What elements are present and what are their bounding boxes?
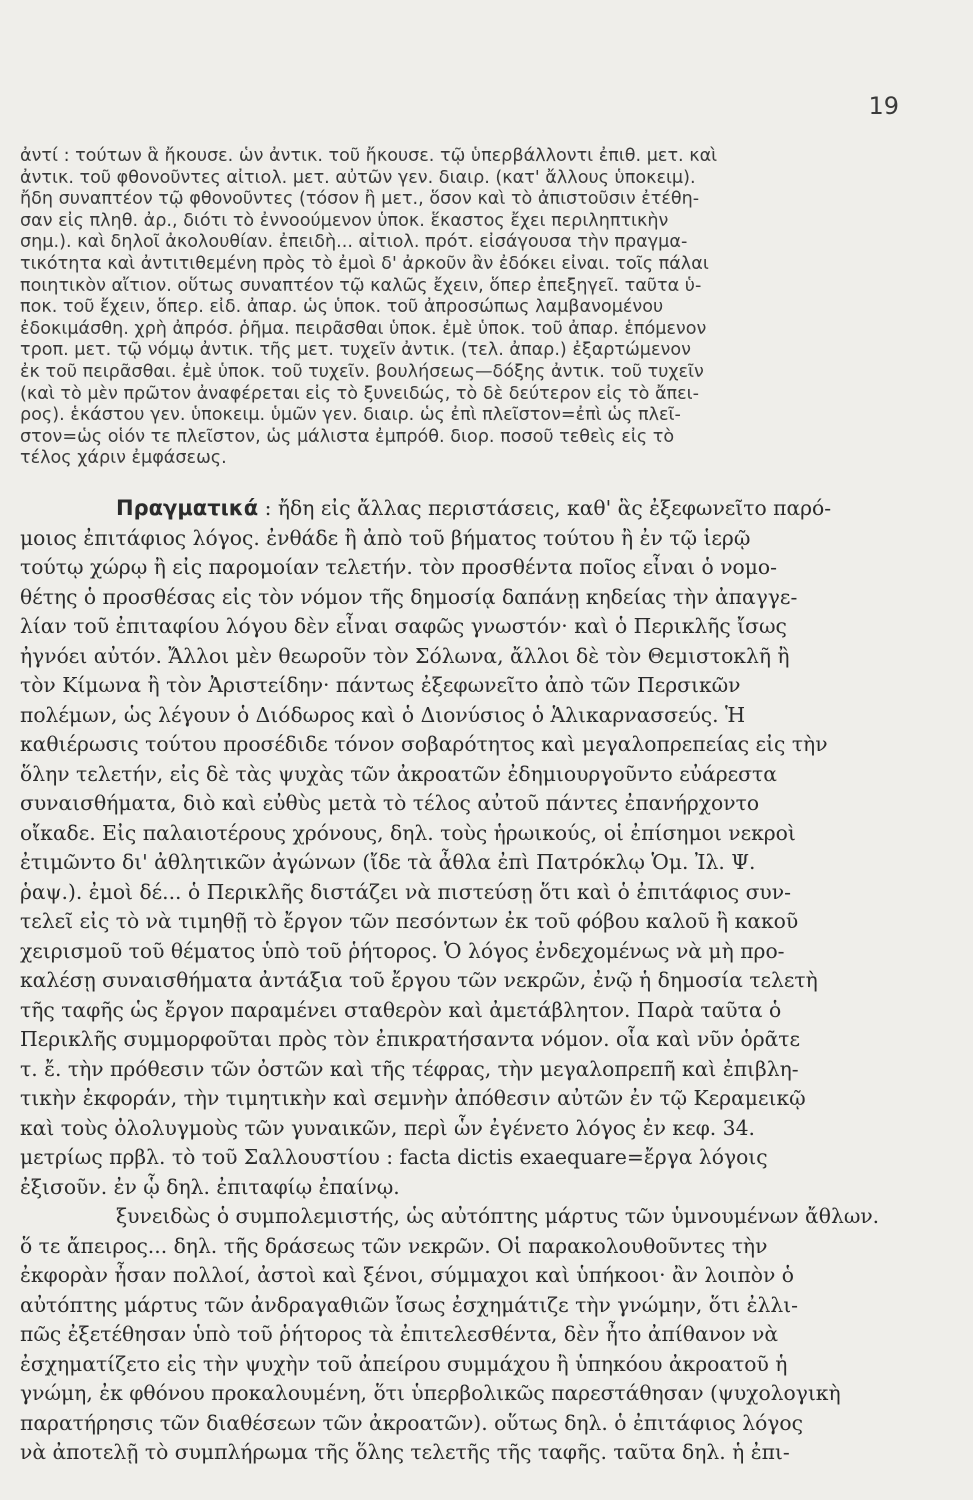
commentary-line: νὰ ἀποτελῇ τὸ συμπλήρωμα τῆς ὅλης τελετῆς τῆς ταφῆς. ταῦτα δηλ. ἡ ἐπι- [20, 1440, 790, 1464]
commentary-line: τ. ἔ. τὴν πρόθεσιν τῶν ὀστῶν καὶ τῆς τέφρας, τὴν μεγαλοπρεπῆ καὶ ἐπιβλη- [20, 1056, 799, 1081]
note-line: ἀντικ. τοῦ φθονοῦντες αἰτιολ. μετ. αὐτῶν γεν. διαιρ. (κατ' ἄλλους ὑποκειμ). [20, 167, 696, 188]
commentary-paragraph-start: ξυνειδὼς ὁ συμπολεμιστής, ὡς αὐτόπτης μάρτυς τῶν ὑμνουμένων ἄθλων. [116, 1204, 880, 1228]
note-line: σημ.). καὶ δηλοῖ ἀκολουθίαν. ἐπειδὴ... αἰτιολ. πρότ. εἰσάγουσα τὴν πραγμα- [20, 232, 688, 253]
note-line: στον=ὡς οἷόν τε πλεῖστον, ὡς μάλιστα ἐμπρόθ. διορ. ποσοῦ τεθεὶς εἰς τὸ [20, 426, 675, 447]
commentary-line: συναισθήματα, διὸ καὶ εὐθὺς μετὰ τὸ τέλος αὐτοῦ πάντες ἐπανήρχοντο [20, 791, 760, 815]
commentary-line: καθιέρωσις τούτου προσέδιδε τόνον σοβαρότητος καὶ μεγαλοπρεπείας εἰς τὴν [20, 732, 828, 756]
commentary-line: τῆς ταφῆς ὡς ἔργον παραμένει σταθερὸν καὶ ἀμετάβλητον. Παρὰ ταῦτα ὁ [20, 997, 782, 1022]
commentary-line: ἐξισοῦν. ἐν ᾧ δηλ. ἐπιταφίῳ ἐπαίνῳ. [20, 1174, 400, 1199]
commentary-line: ἠγνόει αὐτόν. Ἄλλοι μὲν θεωροῦν τὸν Σόλωνα, ἄλλοι δὲ τὸν Θεμιστοκλῆ ἢ [20, 643, 790, 668]
commentary-line: ῥαψ.). ἐμοὶ δέ... ὁ Περικλῆς διστάζει νὰ πιστεύσῃ ὅτι καὶ ὁ ἐπιτάφιος συν- [20, 879, 791, 904]
note-line: (καὶ τὸ μὲν πρῶτον ἀναφέρεται εἰς τὸ ξυνειδώς, τὸ δὲ δεύτερον εἰς τὸ ἄπει- [20, 383, 699, 404]
note-line: ἀντί : τούτων ἃ ἤκουσε. ὧν ἀντικ. τοῦ ἤκουσε. τῷ ὑπερβάλλοντι ἐπιθ. μετ. καὶ [20, 146, 718, 166]
commentary-line: τικὴν ἐκφοράν, τὴν τιμητικὴν καὶ σεμνὴν ἀπόθεσιν αὐτῶν ἐν τῷ Κεραμεικῷ [20, 1086, 806, 1110]
commentary-line: λίαν τοῦ ἐπιταφίου λόγου δὲν εἶναι σαφῶς γνωστόν· καὶ ὁ Περικλῆς ἴσως [20, 614, 787, 638]
commentary-line: πῶς ἐξετέθησαν ὑπὸ τοῦ ῥήτορος τὰ ἐπιτελεσθέντα, δὲν ἦτο ἀπίθανον νὰ [20, 1322, 779, 1346]
commentary-line: ὅλην τελετήν, εἰς δὲ τὰς ψυχὰς τῶν ἀκροατῶν ἐδημιουργοῦντο εὐάρεστα [20, 761, 777, 786]
commentary-line: παρατήρησις τῶν διαθέσεων τῶν ἀκροατῶν). οὕτως δηλ. ὁ ἐπιτάφιος λόγος [20, 1410, 803, 1435]
commentary-line: τὸν Κίμωνα ἢ τὸν Ἀριστείδην· πάντως ἐξεφωνεῖτο ἀπὸ τῶν Περσικῶν [20, 673, 741, 697]
note-line: ἤδη συναπτέον τῷ φθονοῦντες (τόσον ἢ μετ., ὅσον καὶ τὸ ἀπιστοῦσιν ἐτέθη- [20, 189, 700, 210]
commentary-line: τελεῖ εἰς τὸ νὰ τιμηθῇ τὸ ἔργον τῶν πεσόντων ἐκ τοῦ φόβου καλοῦ ἢ κακοῦ [20, 909, 799, 933]
commentary-line-text: : ἤδη εἰς ἄλλας περιστάσεις, καθ' ἃς ἐξεφωνεῖτο παρό- [258, 496, 832, 520]
commentary-line: πολέμων, ὡς λέγουν ὁ Διόδωρος καὶ ὁ Διονύσιος ὁ Ἁλικαρνασσεύς. Ἡ [20, 702, 746, 727]
page-number: 19 [868, 92, 899, 120]
section-heading: Πραγματικά [116, 496, 259, 520]
note-line: ποιητικὸν αἴτιον. οὕτως συναπτέον τῷ καλῶς ἔχειν, ὅπερ ἐπεξηγεῖ. ταῦτα ὑ- [20, 275, 702, 296]
note-line: ποκ. τοῦ ἔχειν, ὅπερ. εἰδ. ἀπαρ. ὡς ὑποκ. τοῦ ἀπροσώπως λαμβανομένου [20, 297, 664, 318]
commentary-first-line [20, 494, 900, 524]
commentary-line: ἐσχηματίζετο εἰς τὴν ψυχὴν τοῦ ἀπείρου συμμάχου ἢ ὑπηκόου ἀκροατοῦ ἡ [20, 1351, 788, 1376]
commentary-line: ἐκφορὰν ἦσαν πολλοί, ἀστοὶ καὶ ξένοι, σύμμαχοι καὶ ὑπήκοοι· ἂν λοιπὸν ὁ [20, 1263, 795, 1287]
note-line: ἐδοκιμάσθη. χρὴ ἀπρόσ. ῥῆμα. πειρᾶσθαι ὑποκ. ἐμὲ ὑποκ. τοῦ ἀπαρ. ἑπόμενον [20, 318, 707, 339]
commentary-line: καλέσῃ συναισθήματα ἀντάξια τοῦ ἔργου τῶν νεκρῶν, ἐνῷ ἡ δημοσία τελετὴ [20, 968, 818, 992]
note-line: τροπ. μετ. τῷ νόμῳ ἀντικ. τῆς μετ. τυχεῖν ἀντικ. (τελ. ἀπαρ.) ἐξαρτώμενον [20, 340, 691, 361]
note-line: ἐκ τοῦ πειρᾶσθαι. ἐμὲ ὑποκ. τοῦ τυχεῖν. βουλήσεως—δόξης ἀντικ. τοῦ τυχεῖν [20, 361, 704, 382]
commentary-line: γνώμη, ἐκ φθόνου προκαλουμένη, ὅτι ὑπερβολικῶς παρεστάθησαν (ψυχολογικὴ [20, 1381, 841, 1405]
commentary-line: οἴκαδε. Εἰς παλαιοτέρους χρόνους, δηλ. τοὺς ἡρωικούς, οἱ ἐπίσημοι νεκροὶ [20, 820, 796, 845]
note-line: τέλος χάριν ἐμφάσεως. [20, 448, 227, 469]
note-line: ρος). ἑκάστου γεν. ὑποκειμ. ὑμῶν γεν. διαιρ. ὡς ἐπὶ πλεῖστον=ἐπὶ ὡς πλεῖ- [20, 405, 681, 426]
commentary-line: καὶ τοὺς ὀλολυγμοὺς τῶν γυναικῶν, περὶ ὧν ἐγένετο λόγος ἐν κεφ. 34. [20, 1115, 755, 1140]
commentary-line: μοιος ἐπιτάφιος λόγος. ἐνθάδε ἢ ἀπὸ τοῦ βήματος τούτου ἢ ἐν τῷ ἱερῷ [20, 525, 751, 550]
commentary-line: μετρίως πρβλ. τὸ τοῦ Σαλλουστίου : facta dictis exaequare=ἔργα λόγοις [20, 1145, 768, 1169]
commentary-line: χειρισμοῦ τοῦ θέματος ὑπὸ τοῦ ῥήτορος. Ὁ λόγος ἐνδεχομένως νὰ μὴ προ- [20, 938, 785, 963]
commentary-line: τούτῳ χώρῳ ἢ εἰς παρομοίαν τελετήν. τὸν προσθέντα ποῖος εἶναι ὁ νομο- [20, 555, 777, 579]
commentary-line: Περικλῆς συμμορφοῦται πρὸς τὸν ἐπικρατήσαντα νόμον. οἷα καὶ νῦν ὁρᾶτε [20, 1027, 801, 1051]
grammatical-notes [20, 146, 900, 470]
factual-commentary [20, 494, 900, 1468]
note-line: σαν εἰς πληθ. ἀρ., διότι τὸ ἐννοούμενον ὑποκ. ἕκαστος ἔχει περιληπτικὴν [20, 210, 669, 231]
commentary-line: θέτης ὁ προσθέσας εἰς τὸν νόμον τῆς δημοσίᾳ δαπάνῃ κηδείας τὴν ἀπαγγε- [20, 584, 798, 609]
note-line: τικότητα καὶ ἀντιτιθεμένη πρὸς τὸ ἐμοὶ δ' ἀρκοῦν ἂν ἐδόκει εἶναι. τοῖς πάλαι [20, 253, 709, 274]
commentary-line: ἐτιμῶντο δι' ἀθλητικῶν ἀγώνων (ἴδε τὰ ἆθλα ἐπὶ Πατρόκλῳ Ὁμ. Ἰλ. Ψ. [20, 850, 756, 874]
commentary-line: αὐτόπτης μάρτυς τῶν ἀνδραγαθιῶν ἴσως ἐσχημάτιζε τὴν γνώμην, ὅτι ἐλλι- [20, 1292, 799, 1317]
commentary-line: ὅ τε ἄπειρος... δηλ. τῆς δράσεως τῶν νεκρῶν. Οἱ παρακολουθοῦντες τὴν [20, 1233, 768, 1258]
